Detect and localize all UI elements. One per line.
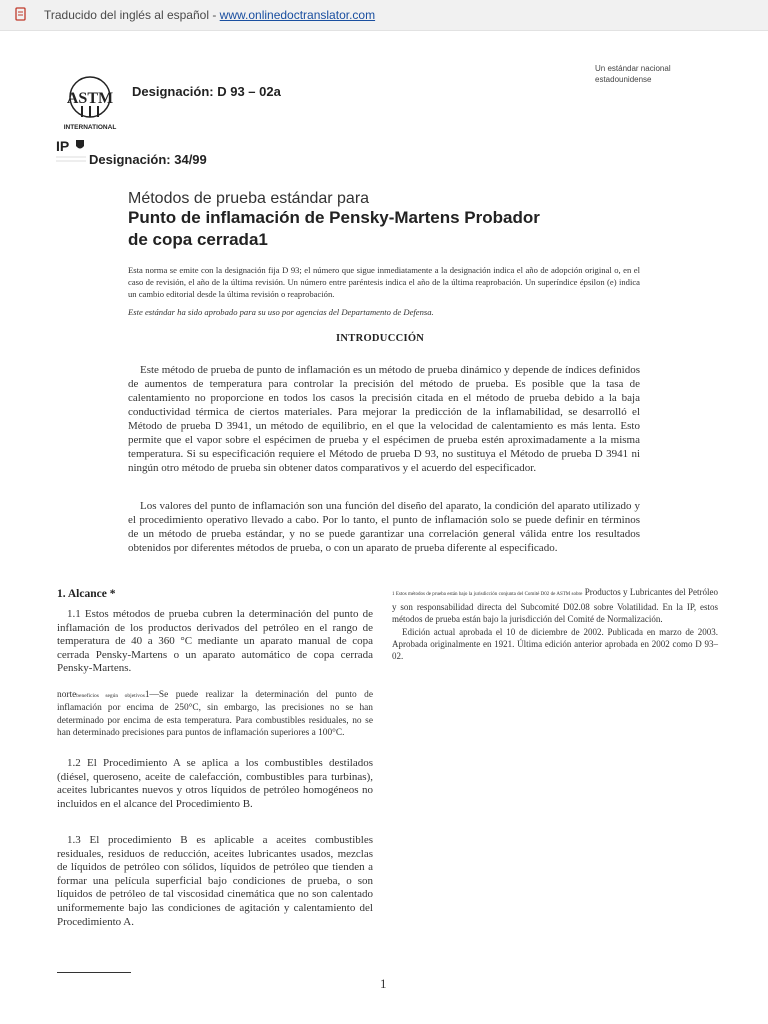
document-translate-icon: [14, 7, 28, 21]
footnote-edition: Edición actual aprobada el 10 de diciembre de 2002. Publicada en marzo de 2003. Aprobada originalmente en 1921. Última edición anterior aprobada en 2002 como D 93–02.: [392, 626, 718, 662]
title-line-2: Punto de inflamación de Pensky-Martens Probador: [128, 208, 540, 227]
ip-logo-text: IP: [56, 138, 70, 154]
translator-bar: [0, 0, 768, 31]
footnote-tiny-prefix: 1 Estos métodos de prueba están bajo la jurisdicción conjunta del Comité D02 de ASTM sobre: [392, 592, 583, 597]
note-1: [57, 689, 373, 740]
note-text: 1—Se puede realizar la determinación del punto de inflamación por encima de 250°C, sin embargo, las precisiones no se han determinado por encima de esta temperatura. Para combustibles residuales, no se han determinado precisiones para puntos de inflamación superiores a 100°C.: [57, 690, 373, 739]
paragraph-1-1: 1.1 Estos métodos de prueba cubren la determinación del punto de inflamación de los productos derivados del petróleo en el rango de temperatura de 40 a 360 °C mediante un aparato manual de copa cerrada Pensky-Martens o un aparato automático de copa cerrada Pensky-Martens.: [57, 608, 373, 675]
issuance-note: Esta norma se emite con la designación fija D 93; el número que sigue inmediatamente a la designación indica el año de adopción original o, en el caso de revisión, el año de la última revisión. Un número entre paréntesis indica el año de la última reaprobación. Un superíndice épsilon (e) indica un cambio editorial desde la última revisión o reaprobación.: [128, 265, 640, 299]
footnote-text: Productos y Lubricantes del Petróleo y son responsabilidad directa del Subcomité D02.08 sobre Volatilidad. En la IP, estos métodos de prueba están bajo la jurisdicción del Comité de Normalización.: [392, 587, 718, 625]
paragraph-1-2: 1.2 El Procedimiento A se aplica a los combustibles destilados (diésel, queroseno, aceite de calefacción, combustibles para turbinas), aceites lubricantes nuevos y otros líquidos de petróleo homogéneos no incluidos en el alcance del Procedimiento B.: [57, 757, 373, 810]
national-standard-label: Un estándar nacional estadounidense: [595, 64, 671, 84]
paragraph-1-3: 1.3 El procedimiento B es aplicable a aceites combustibles residuales, residuos de reducción, aceites lubricantes usados, mezclas de líquidos de petróleo con sólidos, líquidos de petróleo que tienden a formar una película superficial bajo condiciones de prueba, o son líquidos de petróleo de tal viscosidad cinemática que no son calentado uniformemente bajo las condiciones de agitación y calentamiento del Procedimiento A.: [57, 834, 373, 928]
footnote-rule: [57, 972, 131, 973]
note-tiny-text: beneficios según objetivos: [76, 693, 145, 699]
defense-note: Este estándar ha sido aprobado para su uso por agencias del Departamento de Defensa.: [128, 307, 434, 317]
introduction-paragraph-2: Los valores del punto de inflamación son una función del diseño del aparato, la condición del aparato utilizado y el procedimiento operativo llevado a cabo. Por lo tanto, el punto de inflamación solo se puede definir en términos de un método de prueba estándar, y no se puede garantizar una correlación general válida entre los resultados obtenidos por diferentes métodos de prueba, o con un aparato de prueba diferente al especificado.: [128, 500, 640, 554]
note-label: norte: [57, 690, 77, 700]
astm-logo: [58, 73, 122, 131]
ip-logo: [56, 137, 90, 167]
section-heading-scope: 1. Alcance *: [57, 588, 116, 600]
page-number: 1: [380, 976, 387, 991]
designation-ip: Designación: 34/99: [89, 152, 207, 167]
introduction-paragraph-1: Este método de prueba de punto de inflamación es un método de prueba dinámico y depende de índices definidos de aumentos de temperatura para controlar la precisión del método de prueba. Es posible que la tasa de calentamiento no proporcione en todos los casos la precisión citada en el método de prueba debido a la baja conductividad térmica de ciertos materiales. Para mejorar la predicción de la inflamabilidad, se desarrolló el Método de prueba D 3941, un método de equilibrio, en el que la velocidad de calentamiento es más lenta. Esto permite que el vapor sobre el espécimen de prueba y el espécimen de prueba estén aproximadamente a la misma temperatura. Si su especificación requiere el Método de prueba D 93, no sustituya el Método de prueba D 3941 ni ningún otro método de prueba sin obtener datos comparativos y el acuerdo del especificador.: [128, 364, 640, 474]
title-line-1: Métodos de prueba estándar para: [128, 190, 370, 207]
translator-banner: [44, 8, 375, 22]
astm-logo-text: ASTM: [66, 90, 114, 107]
footnote-1: [392, 586, 718, 662]
astm-logo-subtext: INTERNATIONAL: [63, 124, 117, 131]
title-line-3: de copa cerrada1: [128, 230, 268, 249]
introduction-heading: INTRODUCCIÓN: [336, 333, 425, 344]
translator-link[interactable]: www.onlinedoctranslator.com: [219, 8, 376, 22]
banner-text: Traducido del inglés al español -: [44, 8, 220, 22]
designation-astm: Designación: D 93 – 02a: [132, 84, 281, 99]
